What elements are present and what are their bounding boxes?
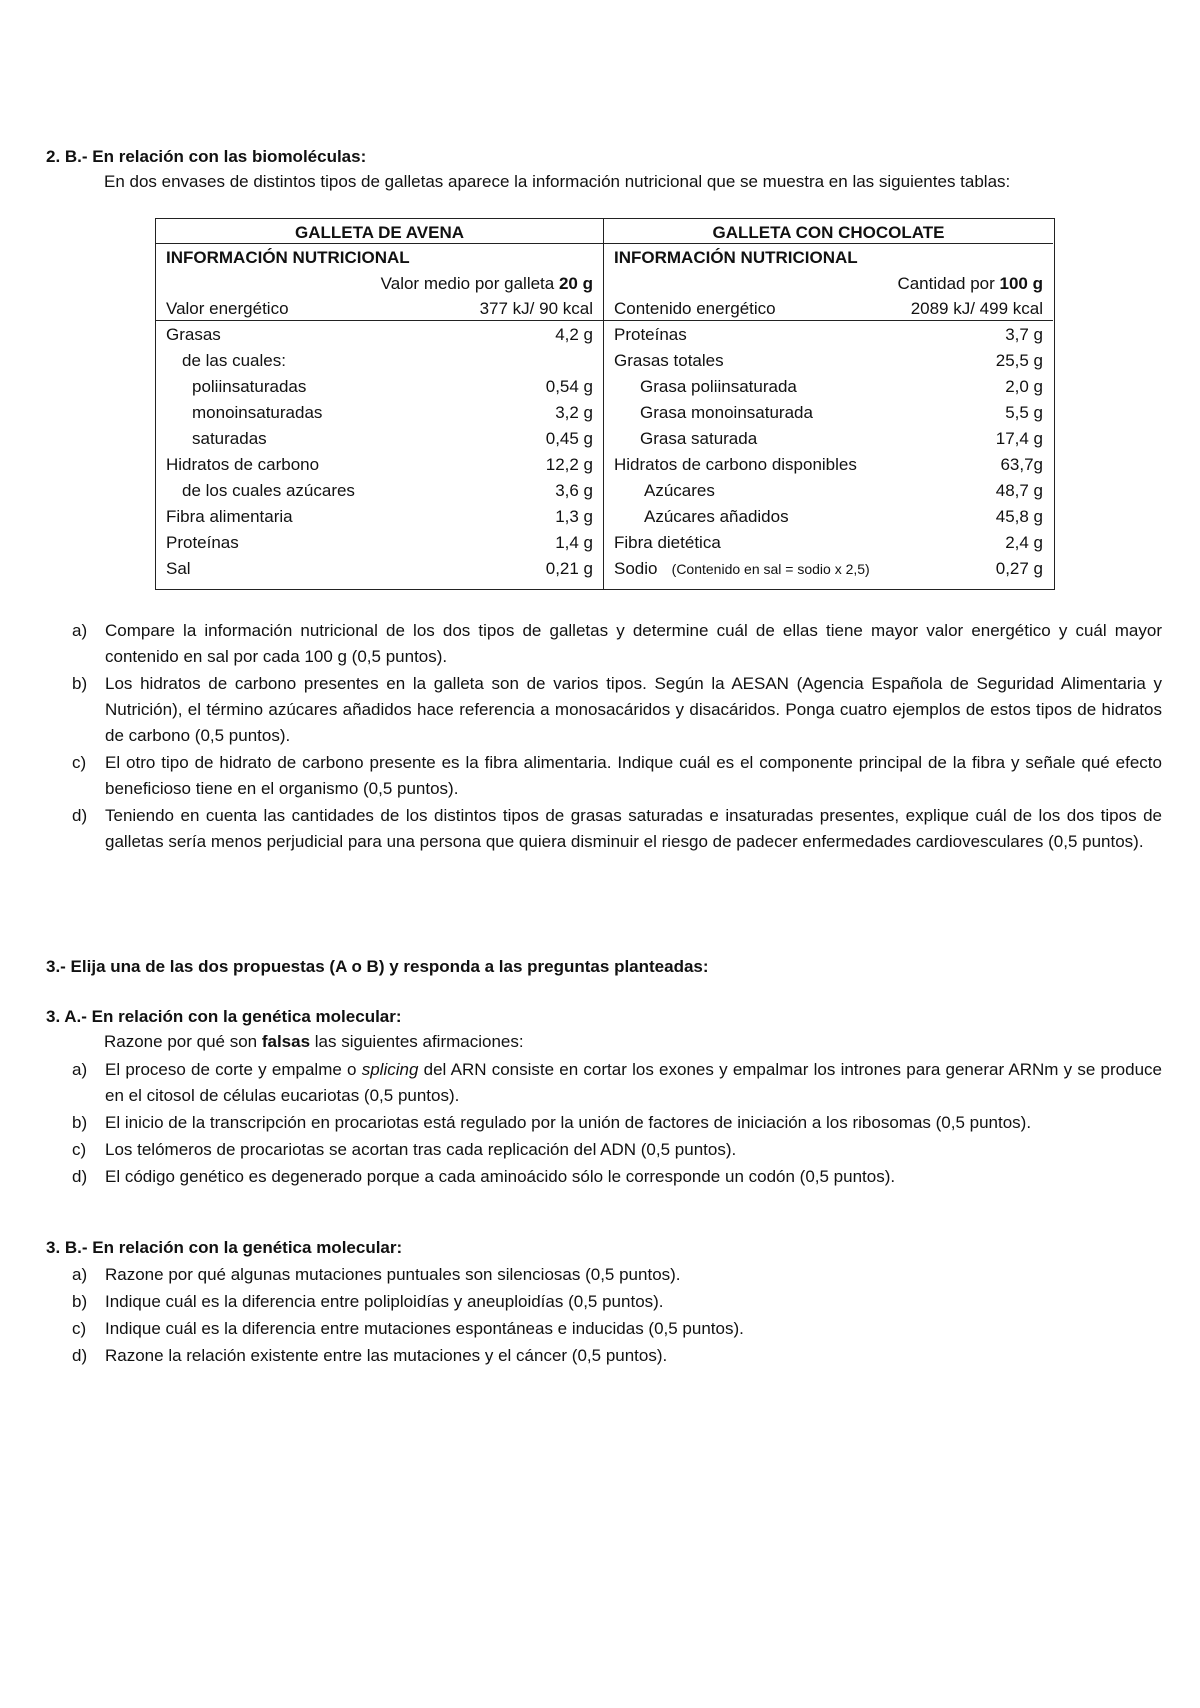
avena-serving: Valor medio por galleta 20 g xyxy=(380,274,593,293)
table-row-value: 5,5 g xyxy=(1005,403,1043,422)
avena-info-label: INFORMACIÓN NUTRICIONAL xyxy=(166,248,410,267)
list-item: d) Razone la relación existente entre las mutaciones y el cáncer (0,5 puntos). xyxy=(72,1346,668,1365)
table-row-value: 0,21 g xyxy=(545,559,593,578)
chocolate-info-label: INFORMACIÓN NUTRICIONAL xyxy=(614,248,858,267)
table-row-value: 0,45 g xyxy=(545,429,593,448)
table-row-label: de las cuales: xyxy=(182,351,286,370)
list-item: b) El inicio de la transcripción en procariotas está regulado por la unión de factores de iniciación a los ribosomas (0,5 puntos). xyxy=(72,1113,1032,1132)
table-row-value: 2,0 g xyxy=(1005,377,1043,396)
table-row-label: poliinsaturadas xyxy=(192,377,307,396)
table-row-label: Hidratos de carbono xyxy=(166,455,320,474)
table-row-value: 3,2 g xyxy=(555,403,593,422)
table-row-label: monoinsaturadas xyxy=(192,403,323,422)
table-row-label: Grasa saturada xyxy=(640,429,758,448)
list-item: c) Los telómeros de procariotas se acortan tras cada replicación del ADN (0,5 puntos). xyxy=(72,1140,737,1159)
questions-3b xyxy=(72,1262,1162,1370)
avena-column xyxy=(156,219,604,589)
table-row-value: 4,2 g xyxy=(555,325,593,344)
table-row-label: Proteínas xyxy=(614,325,687,344)
chocolate-title: GALLETA CON CHOCOLATE xyxy=(712,223,945,242)
table-row-value: 1,4 g xyxy=(555,533,593,552)
sodium-note: (Contenido en sal = sodio x 2,5) xyxy=(671,561,870,577)
table-row-label: Grasa monoinsaturada xyxy=(640,403,813,422)
table-row-value: 3,7 g xyxy=(1005,325,1043,344)
table-row-label: Grasa poliinsaturada xyxy=(640,377,797,396)
list-item: d) Teniendo en cuenta las cantidades de los distintos tipos de grasas saturadas e insaturadas presentes, explique cuál de los dos tipos de galletas sería menos perjudicial para una persona que quiera disminuir el riesgo de padecer enfermedades cardiovesculares (0,5 puntos). xyxy=(72,806,1162,851)
table-row-value: 48,7 g xyxy=(995,481,1043,500)
chocolate-energy-value: 2089 kJ/ 499 kcal xyxy=(910,299,1043,318)
section-3b-heading: 3. B.- En relación con la genética molecular: xyxy=(46,1238,403,1257)
table-row-label: Fibra alimentaria xyxy=(166,507,293,526)
questions-2b xyxy=(72,618,1162,856)
table-row-value: 63,7g xyxy=(1000,455,1043,474)
table-row-value: 0,54 g xyxy=(545,377,593,396)
avena-energy-value: 377 kJ/ 90 kcal xyxy=(479,299,593,318)
table-row-label: Azúcares añadidos xyxy=(644,507,789,526)
avena-energy-label: Valor energético xyxy=(166,299,289,318)
list-item: c) El otro tipo de hidrato de carbono presente es la fibra alimentaria. Indique cuál es el componente principal de la fibra y señale qué efecto beneficioso tiene en el organismo (0,5 puntos). xyxy=(72,753,1162,798)
chocolate-column xyxy=(604,219,1053,589)
section-2b-heading: 2. B.- En relación con las biomoléculas: xyxy=(46,147,367,166)
table-row-label: Azúcares xyxy=(644,481,715,500)
table-row-label: Grasas xyxy=(166,325,221,344)
table-row-value: 45,8 g xyxy=(995,507,1043,526)
table-row-label: Fibra dietética xyxy=(614,533,721,552)
list-item: c) Indique cuál es la diferencia entre mutaciones espontáneas e inducidas (0,5 puntos). xyxy=(72,1319,744,1338)
questions-3a xyxy=(72,1057,1162,1191)
nutrition-table xyxy=(155,218,1055,590)
chocolate-serving: Cantidad por 100 g xyxy=(897,274,1043,293)
table-row-value: 3,6 g xyxy=(555,481,593,500)
table-row-label: Hidratos de carbono disponibles xyxy=(614,455,857,474)
list-item: a) El proceso de corte y empalme o splicing del ARN consiste en cortar los exones y empalmar los intrones para generar ARNm y se produce en el citosol de células eucariotas (0,5 puntos). xyxy=(72,1060,1162,1105)
list-item: a) Compare la información nutricional de los dos tipos de galletas y determine cuál de ellas tiene mayor valor energético y cuál mayor contenido en sal por cada 100 g (0,5 puntos). xyxy=(72,621,1162,666)
table-row-label: Proteínas xyxy=(166,533,239,552)
section-3-heading: 3.- Elija una de las dos propuestas (A o B) y responda a las preguntas planteadas: xyxy=(46,957,709,976)
section-3a-heading: 3. A.- En relación con la genética molecular: xyxy=(46,1007,402,1026)
avena-title: GALLETA DE AVENA xyxy=(294,223,465,242)
table-row-value: 12,2 g xyxy=(545,455,593,474)
table-row-value: 25,5 g xyxy=(995,351,1043,370)
list-item: b) Los hidratos de carbono presentes en la galleta son de varios tipos. Según la AESAN (Agencia Española de Seguridad Alimentaria y Nutrición), el término azúcares añadidos hace referencia a monosacáridos y disacáridos. Ponga cuatro ejemplos de estos tipos de hidratos de carbono (0,5 puntos). xyxy=(72,674,1162,745)
table-row-label: Sal xyxy=(166,559,191,578)
table-row-label: saturadas xyxy=(192,429,267,448)
table-row-label: Sodio (Contenido en sal = sodio x 2,5) xyxy=(614,559,870,578)
table-row-value: 1,3 g xyxy=(555,507,593,526)
table-row-label: de los cuales azúcares xyxy=(182,481,355,500)
section-3a-intro: Razone por qué son falsas las siguientes afirmaciones: xyxy=(104,1032,524,1051)
list-item: d) El código genético es degenerado porque a cada aminoácido sólo le corresponde un codón (0,5 puntos). xyxy=(72,1167,896,1186)
table-row-label: Grasas totales xyxy=(614,351,724,370)
table-row-value: 2,4 g xyxy=(1005,533,1043,552)
table-row-value: 17,4 g xyxy=(995,429,1043,448)
section-2b-intro: En dos envases de distintos tipos de galletas aparece la información nutricional que se muestra en las siguientes tablas: xyxy=(104,172,1011,191)
list-item: a) Razone por qué algunas mutaciones puntuales son silenciosas (0,5 puntos). xyxy=(72,1265,681,1284)
table-row-value: 0,27 g xyxy=(995,559,1043,578)
chocolate-energy-label: Contenido energético xyxy=(614,299,776,318)
list-item: b) Indique cuál es la diferencia entre poliploidías y aneuploidías (0,5 puntos). xyxy=(72,1292,664,1311)
